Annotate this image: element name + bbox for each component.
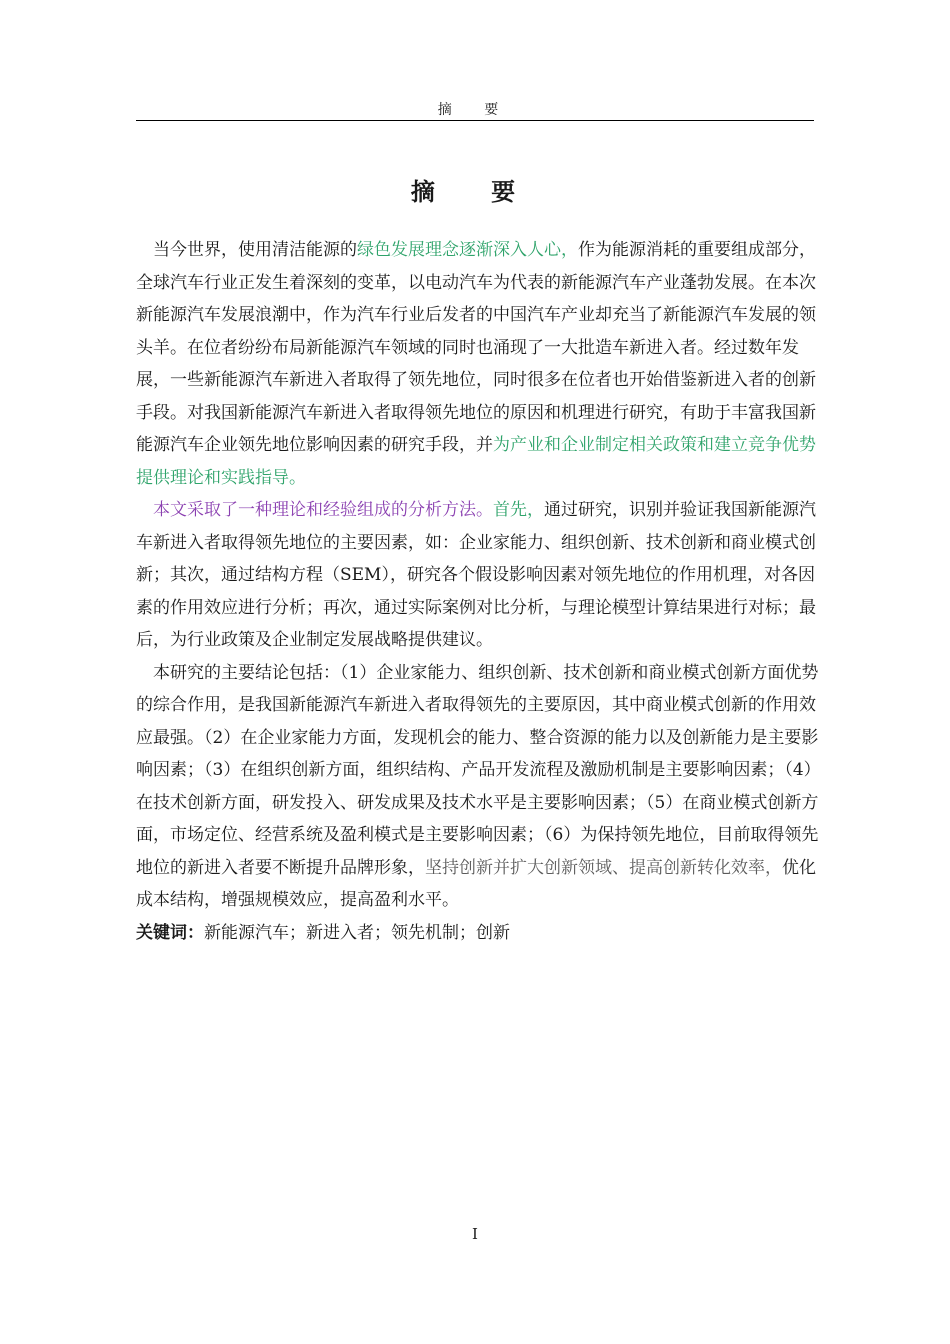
running-header: 摘 要 [437, 102, 513, 118]
keywords-line [136, 917, 824, 950]
keywords-value: 新能源汽车；新进入者；领先机制；创新 [204, 922, 510, 943]
paragraph-text: 作为能源消耗的重要组成部分，全球汽车行业正发生着深刻的变革，以电动汽车为代表的新能源汽车产业蓬勃发展。在本次新能源汽车发展浪潮中，作为汽车行业后发者的中国汽车产业却充当了新能源汽车发展的领头羊。在位者纷纷布局新能源汽车领域的同时也涌现了一大批造车新进入者。经过数年发展，一些新能源汽车新进入者取得了领先地位，同时很多在位者也开始借鉴新进入者的创新手段。对我国新能源汽车新进入者取得领先地位的原因和机理进行研究，有助于丰富我国新能源汽车企业领先地位影响因素的研究手段，并 [136, 240, 816, 455]
highlighted-text: 首先， [493, 500, 544, 520]
highlighted-text: 坚持创新并扩大创新领域、提高创新转化效率， [425, 857, 782, 878]
paragraph-text: 本研究的主要结论包括：（1）企业家能力、组织创新、技术创新和商业模式创新方面优势的综合作用，是我国新能源汽车新进入者取得领先的主要原因，其中商业模式创新的作用效应最强。（2）在企业家能力方面，发现机会的能力、整合资源的能力以及创新能力是主要影响因素；（3）在组织创新方面，组织结构、产品开发流程及激励机制是主要影响因素；（4）在技术创新方面，研发投入、研发成果及技术水平是主要影响因素；（5）在商业模式创新方面，市场定位、经营系统及盈利模式是主要影响因素；（6）为保持领先地位，目前取得领先地位的新进入者要不断提升品牌形象， [136, 662, 821, 878]
paragraph-background [136, 234, 824, 494]
page-number: I [472, 1225, 478, 1243]
highlighted-text: 为产业和企业制定相关政策和建立竞争优势提供理论和实践指导。 [136, 435, 816, 488]
paragraph-text: 优化成本结构，增强规模效应，提高盈利水平。 [136, 857, 816, 910]
abstract-body [136, 234, 824, 949]
header-rule [136, 120, 814, 121]
paragraph-text: 通过研究，识别并验证我国新能源汽车新进入者取得领先地位的主要因素，如：企业家能力、组织创新、技术创新和商业模式创新；其次，通过结构方程（SEM），研究各个假设影响因素对领先地位的作用机理，对各因素的作用效应进行分析；再次，通过实际案例对比分析，与理论模型计算结果进行对标；最后，为行业政策及企业制定发展战略提供建议。 [136, 500, 816, 650]
highlighted-text: 绿色发展理念逐渐深入人心， [357, 240, 578, 260]
keywords-label: 关键词： [136, 922, 204, 943]
highlighted-text: 本文采取了一种理论和经验组成的分析方法。 [153, 500, 493, 520]
paragraph-text: 当今世界，使用清洁能源的 [153, 240, 357, 260]
paragraph-conclusions [136, 657, 824, 917]
abstract-title: 摘 要 [410, 178, 540, 206]
paragraph-method [136, 494, 824, 657]
